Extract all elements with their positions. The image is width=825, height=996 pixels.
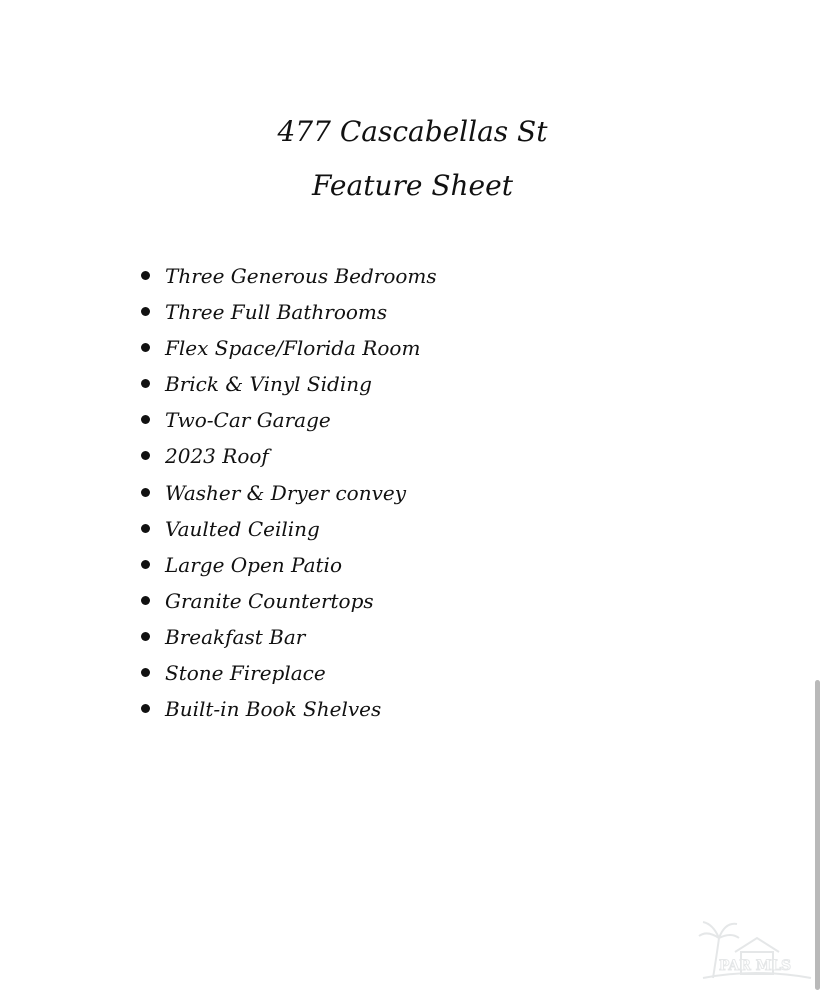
- feature-label: Brick & Vinyl Siding: [165, 372, 372, 397]
- bullet-icon: [141, 668, 150, 677]
- bullet-icon: [141, 488, 150, 497]
- feature-label: Stone Fireplace: [165, 661, 326, 686]
- bullet-icon: [141, 271, 150, 280]
- list-item: [135, 547, 437, 583]
- bullet-icon: [141, 596, 150, 605]
- list-item: [135, 258, 437, 294]
- list-item: [135, 330, 437, 366]
- watermark-logo: [695, 908, 815, 988]
- list-item: [135, 402, 437, 438]
- vertical-scrollbar[interactable]: [815, 680, 820, 990]
- feature-label: Three Full Bathrooms: [165, 300, 388, 325]
- feature-label: Breakfast Bar: [165, 624, 306, 649]
- bullet-icon: [141, 632, 150, 641]
- list-item: [135, 475, 437, 511]
- bullet-icon: [141, 307, 150, 316]
- feature-label: 2023 Roof: [165, 444, 269, 469]
- bullet-icon: [141, 343, 150, 352]
- list-item: [135, 655, 437, 691]
- list-item: [135, 511, 437, 547]
- feature-label: Two-Car Garage: [165, 408, 331, 433]
- feature-label: Granite Countertops: [165, 588, 374, 613]
- document-subtitle: Feature Sheet: [312, 169, 513, 202]
- list-item: [135, 294, 437, 330]
- bullet-icon: [141, 415, 150, 424]
- feature-label: Flex Space/Florida Room: [165, 336, 421, 361]
- feature-label: Vaulted Ceiling: [165, 516, 320, 541]
- bullet-icon: [141, 704, 150, 713]
- feature-label: Washer & Dryer convey: [165, 480, 407, 505]
- bullet-icon: [141, 560, 150, 569]
- feature-label: Large Open Patio: [165, 552, 342, 577]
- list-item: [135, 691, 437, 727]
- bullet-icon: [141, 379, 150, 388]
- bullet-icon: [141, 451, 150, 460]
- list-item: [135, 438, 437, 474]
- feature-list: [135, 258, 437, 727]
- watermark-text: PAR MLS: [718, 958, 792, 974]
- list-item: [135, 583, 437, 619]
- feature-label: Three Generous Bedrooms: [165, 264, 437, 288]
- bullet-icon: [141, 524, 150, 533]
- list-item: [135, 619, 437, 655]
- feature-label: Built-in Book Shelves: [165, 697, 382, 722]
- document-title: 477 Cascabellas St: [277, 115, 548, 148]
- list-item: [135, 366, 437, 402]
